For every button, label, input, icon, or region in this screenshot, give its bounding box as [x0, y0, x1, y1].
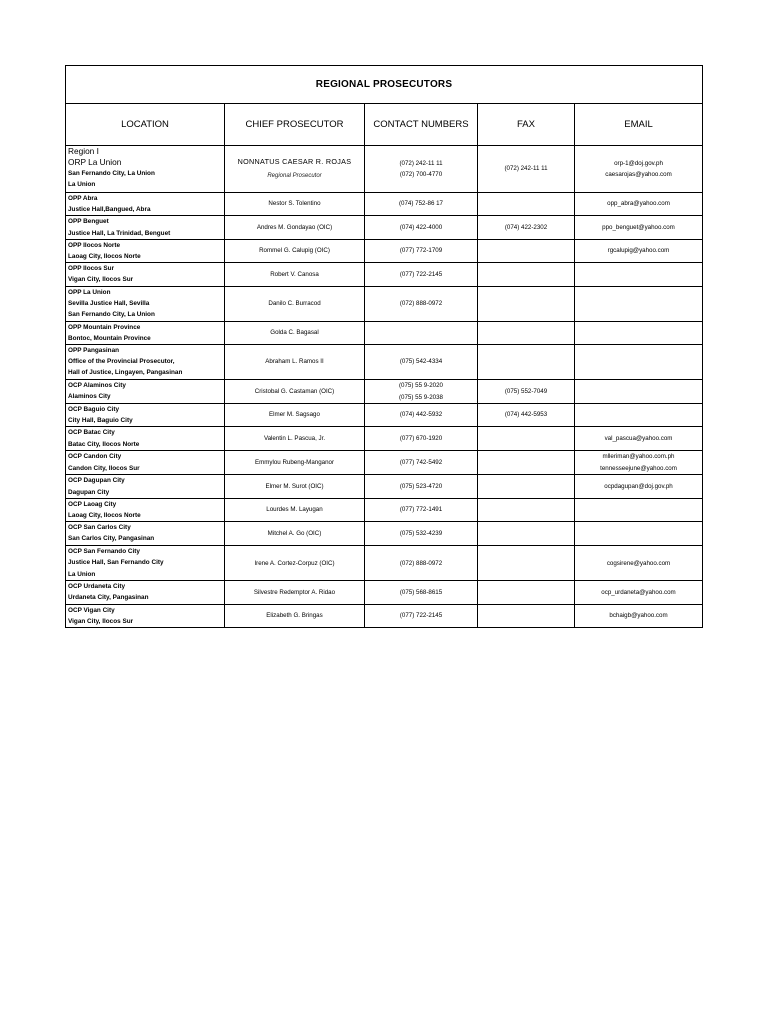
location-line: Urdaneta City, Pangasinan: [68, 594, 149, 602]
contact-number: (075) 55 9-2038: [398, 393, 444, 401]
email-address[interactable]: ppo_benguet@yahoo.com: [602, 223, 675, 231]
location-cell: [66, 146, 225, 193]
chief-prosecutor-cell: [225, 451, 365, 475]
chief-prosecutor-name: Irene A. Cortez-Corpuz (OIC): [254, 559, 335, 567]
contact-cell: [365, 146, 478, 193]
contact-cell: [365, 451, 478, 475]
location-line: OPP Mountain Province: [68, 323, 141, 331]
fax-cell: [478, 604, 575, 627]
fax-cell: [478, 522, 575, 546]
contact-cell: [365, 498, 478, 521]
chief-prosecutor-name: Abraham L. Ramos II: [265, 358, 324, 366]
location-line: OCP San Fernando City: [68, 548, 140, 556]
chief-prosecutor-cell: [225, 604, 365, 627]
email-address[interactable]: orp-1@doj.gov.ph: [614, 159, 663, 167]
header-location: LOCATION: [66, 104, 225, 146]
table-row: [66, 498, 703, 521]
email-cell: [575, 404, 703, 427]
location-cell: [66, 380, 225, 404]
table-row: [66, 475, 703, 498]
header-fax: FAX: [478, 104, 575, 146]
chief-prosecutor-cell: [225, 193, 365, 216]
chief-prosecutor-name: Golda C. Bagasal: [270, 329, 319, 337]
table-row: [66, 546, 703, 581]
table-row: [66, 286, 703, 321]
location-line: Dagupan City: [68, 488, 110, 496]
chief-prosecutor-name: Lourdes M. Layugan: [266, 506, 323, 514]
table-row: [66, 239, 703, 262]
location-line: OCP Vigan City: [68, 606, 115, 614]
chief-prosecutor-cell: [225, 475, 365, 498]
location-line: OCP Baguio City: [68, 406, 120, 414]
contact-cell: [365, 581, 478, 604]
location-line: San Fernando City, La Union: [68, 311, 155, 319]
contact-cell: [365, 546, 478, 581]
fax-cell: [478, 263, 575, 286]
fax-cell: [478, 345, 575, 380]
location-cell: [66, 263, 225, 286]
chief-prosecutor-name: Danilo C. Burracod: [268, 299, 321, 307]
email-address[interactable]: ocp_urdaneta@yahoo.com: [601, 588, 676, 596]
email-cell: [575, 286, 703, 321]
email-address[interactable]: bchaigb@yahoo.com: [609, 612, 668, 620]
location-line: Laoag City, Ilocos Norte: [68, 512, 141, 520]
location-line: Vigan City, Ilocos Sur: [68, 617, 134, 625]
email-address[interactable]: mlleriman@yahoo.com.ph: [602, 453, 675, 461]
table-row: [66, 451, 703, 475]
location-line: OPP Ilocos Sur: [68, 265, 115, 273]
location-line: OCP Urdaneta City: [68, 583, 126, 591]
location-cell: [66, 216, 225, 239]
fax-cell: [478, 475, 575, 498]
chief-prosecutor-cell: [225, 286, 365, 321]
location-line: City Hall, Baguio City: [68, 417, 133, 425]
chief-prosecutor-name: Emmylou Rubeng-Manganor: [254, 459, 335, 467]
contact-number: (074) 752-86 17: [398, 200, 444, 208]
fax-cell: [478, 498, 575, 521]
chief-prosecutor-cell: [225, 427, 365, 451]
chief-prosecutor-cell: [225, 239, 365, 262]
email-cell: [575, 345, 703, 380]
chief-prosecutor-name: Elmer M. Surot (OIC): [265, 482, 324, 490]
location-line: San Fernando City, La Union: [68, 170, 155, 177]
fax-cell: [478, 321, 575, 344]
fax-number: (074) 442-5953: [504, 411, 548, 419]
email-cell: [575, 581, 703, 604]
contact-number: (077) 772-1491: [399, 506, 443, 514]
location-line: OCP San Carlos City: [68, 524, 131, 532]
chief-prosecutor-name: Robert V. Canosa: [270, 270, 319, 278]
table-row: [66, 380, 703, 404]
location-cell: [66, 522, 225, 546]
table-row: [66, 263, 703, 286]
header-email: EMAIL: [575, 104, 703, 146]
fax-cell: [478, 239, 575, 262]
location-cell: [66, 193, 225, 216]
chief-prosecutor-name: Rommel G. Calupig (OIC): [259, 247, 330, 255]
contact-number: (074) 442-5932: [399, 411, 443, 419]
fax-cell: [478, 380, 575, 404]
chief-prosecutor-cell: [225, 404, 365, 427]
contact-number: (077) 722-2145: [399, 612, 443, 620]
location-cell: [66, 475, 225, 498]
location-cell: [66, 581, 225, 604]
email-address[interactable]: val_pascua@yahoo.com: [604, 435, 673, 443]
table-row: [66, 345, 703, 380]
contact-cell: [365, 345, 478, 380]
table-body: [66, 146, 703, 628]
chief-prosecutor-name: Mitchel A. Go (OIC): [267, 530, 322, 537]
location-line: OCP Batac City: [68, 429, 115, 437]
chief-prosecutor-cell: [225, 146, 365, 193]
table-row: [66, 581, 703, 604]
location-line: Office of the Provincial Prosecutor,: [68, 358, 175, 366]
email-address[interactable]: opp_abra@yahoo.com: [607, 200, 670, 208]
table-row: [66, 604, 703, 627]
location-line: Justice Hall, La Trinidad, Benguet: [68, 229, 171, 237]
location-cell: [66, 451, 225, 475]
contact-number: (072) 242-11 11: [399, 159, 443, 167]
location-cell: [66, 498, 225, 521]
location-line: Hall of Justice, Lingayen, Pangasinan: [68, 369, 183, 377]
location-line: OPP Ilocos Norte: [68, 241, 121, 249]
contact-cell: [365, 475, 478, 498]
email-cell: [575, 451, 703, 475]
contact-cell: [365, 193, 478, 216]
location-cell: [66, 404, 225, 427]
chief-prosecutor-cell: [225, 216, 365, 239]
location-line: OCP Candon City: [68, 453, 122, 461]
chief-prosecutor-cell: [225, 345, 365, 380]
location-cell: [66, 321, 225, 344]
location-line: San Carlos City, Pangasinan: [68, 535, 155, 543]
chief-prosecutor-cell: [225, 522, 365, 546]
contact-number: (075) 55 9-2020: [398, 382, 444, 390]
chief-prosecutor-name: Silvestre Redemptor A. Ridao: [253, 588, 336, 596]
contact-cell: [365, 286, 478, 321]
contact-cell: [365, 604, 478, 627]
fax-cell: [478, 146, 575, 193]
fax-cell: [478, 216, 575, 239]
header-chief-prosecutor: CHIEF PROSECUTOR: [225, 104, 365, 146]
chief-prosecutor-cell: [225, 321, 365, 344]
email-cell: [575, 604, 703, 627]
location-line: La Union: [68, 570, 96, 578]
chief-prosecutor-name: Valentin L. Pascua, Jr.: [263, 435, 326, 443]
location-line: Vigan City, Ilocos Sur: [68, 276, 134, 284]
email-cell: [575, 475, 703, 498]
fax-cell: [478, 546, 575, 581]
location-line: OPP Benguet: [68, 218, 109, 226]
location-line: OCP Dagupan City: [68, 477, 125, 485]
contact-number: (077) 722-2145: [399, 270, 443, 278]
fax-number: (074) 422-2302: [504, 223, 548, 231]
fax-cell: [478, 404, 575, 427]
contact-number: (075) 523-4720: [399, 482, 443, 490]
email-cell: [575, 216, 703, 239]
location-cell: [66, 345, 225, 380]
email-address[interactable]: caesarojas@yahoo.com: [605, 171, 672, 178]
location-line: Sevilla Justice Hall, Sevilla: [68, 299, 150, 307]
email-cell: [575, 239, 703, 262]
table-title: REGIONAL PROSECUTORS: [66, 66, 703, 104]
fax-cell: [478, 581, 575, 604]
email-cell: [575, 146, 703, 193]
header-contact-numbers: CONTACT NUMBERS: [365, 104, 478, 146]
location-line: Alaminos City: [68, 393, 111, 401]
fax-cell: [478, 193, 575, 216]
location-line: OCP Laoag City: [68, 500, 117, 508]
location-cell: [66, 604, 225, 627]
chief-prosecutor-name: NONNATUS CAESAR R. ROJAS: [237, 157, 352, 166]
email-cell: [575, 498, 703, 521]
contact-cell: [365, 239, 478, 262]
location-line: OCP Alaminos City: [68, 382, 126, 390]
chief-prosecutor-title: Regional Prosecutor: [267, 172, 322, 179]
location-line: Region I: [68, 146, 99, 156]
location-line: La Union: [68, 181, 96, 189]
contact-number: (075) 532-4239: [399, 530, 443, 537]
email-cell: [575, 522, 703, 546]
contact-number: (075) 542-4334: [399, 358, 443, 366]
table-row: [66, 321, 703, 344]
chief-prosecutor-name: Nestor S. Tolentino: [268, 200, 321, 208]
email-cell: [575, 427, 703, 451]
location-cell: [66, 427, 225, 451]
document-page: [65, 65, 702, 628]
location-cell: [66, 286, 225, 321]
contact-cell: [365, 263, 478, 286]
location-line: Candon City, Ilocos Sur: [68, 464, 140, 472]
email-cell: [575, 380, 703, 404]
contact-cell: [365, 216, 478, 239]
fax-cell: [478, 427, 575, 451]
contact-number: (077) 772-1709: [399, 247, 443, 255]
chief-prosecutor-cell: [225, 380, 365, 404]
chief-prosecutor-name: Elmer M. Sagsago: [269, 411, 320, 419]
location-cell: [66, 239, 225, 262]
contact-cell: [365, 404, 478, 427]
contact-cell: [365, 522, 478, 546]
contact-number: (072) 888-0972: [399, 559, 443, 567]
location-line: Justice Hall,Bangued, Abra: [68, 206, 151, 214]
table-row: [66, 193, 703, 216]
email-address[interactable]: rgcalupig@yahoo.com: [607, 247, 670, 255]
email-address[interactable]: tennesseejune@yahoo.com: [600, 464, 677, 472]
location-line: ORP La Union: [68, 157, 122, 167]
email-cell: [575, 546, 703, 581]
chief-prosecutor-cell: [225, 263, 365, 286]
table-row: [66, 522, 703, 546]
location-cell: [66, 546, 225, 581]
fax-cell: [478, 286, 575, 321]
location-line: OPP Pangasinan: [68, 347, 120, 355]
location-line: OPP Abra: [68, 195, 98, 202]
fax-number: (075) 552-7049: [504, 387, 548, 395]
fax-cell: [478, 451, 575, 475]
contact-cell: [365, 427, 478, 451]
fax-number: (072) 242-11 11: [504, 165, 548, 173]
table-row: [66, 146, 703, 193]
email-cell: [575, 321, 703, 344]
location-line: Laoag City, Ilocos Norte: [68, 253, 141, 261]
location-line: Batac City, Ilocos Norte: [68, 440, 140, 448]
chief-prosecutor-name: Cristobal G. Castaman (OIC): [254, 387, 335, 395]
contact-number: (072) 888-0972: [399, 299, 443, 307]
email-cell: [575, 193, 703, 216]
chief-prosecutor-name: Elizabeth G. Bringas: [266, 612, 323, 620]
email-cell: [575, 263, 703, 286]
contact-number: (074) 422-4000: [399, 223, 443, 231]
email-address[interactable]: ocpdagupan@doj.gov.ph: [604, 482, 673, 490]
table-row: [66, 216, 703, 239]
chief-prosecutor-cell: [225, 498, 365, 521]
location-line: Bontoc, Mountain Province: [68, 334, 151, 342]
contact-number: (075) 568-8615: [399, 588, 443, 596]
contact-number: (077) 670-1920: [399, 435, 443, 443]
table-row: [66, 427, 703, 451]
contact-number: (077) 742-5492: [399, 459, 443, 467]
email-address[interactable]: cogsirene@yahoo.com: [606, 559, 671, 567]
chief-prosecutor-cell: [225, 546, 365, 581]
chief-prosecutor-cell: [225, 581, 365, 604]
contact-cell: [365, 380, 478, 404]
table-row: [66, 404, 703, 427]
chief-prosecutor-name: Andres M. Gondayao (OIC): [256, 223, 333, 231]
contact-cell: [365, 321, 478, 344]
prosecutors-table: [65, 65, 703, 628]
contact-number: (072) 700-4770: [399, 171, 443, 178]
location-line: Justice Hall, San Fernando City: [68, 559, 164, 567]
location-line: OPP La Union: [68, 288, 111, 296]
